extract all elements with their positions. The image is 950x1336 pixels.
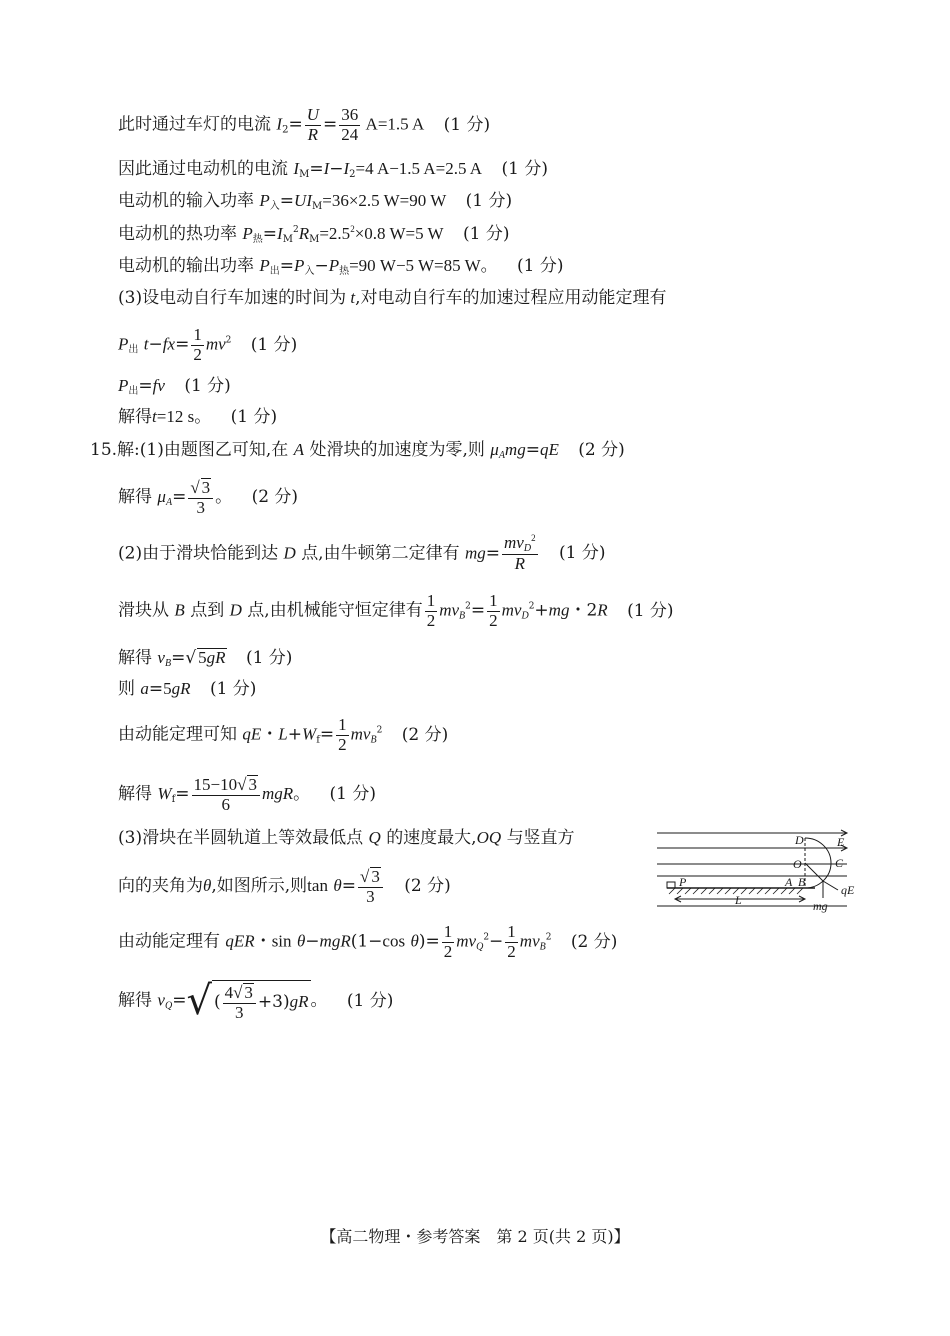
line-q15-part1: 15.解:(1)由题图乙可知,在 A 处滑块的加速度为零,则 $\mu_Amg=qE$ (2 分) [90, 440, 625, 461]
page-footer: 【高二物理・参考答案 第 2 页(共 2 页)】 [320, 1227, 630, 1246]
label-L: L [735, 893, 742, 907]
score: (1 分) [250, 334, 298, 355]
score: (1 分) [346, 990, 394, 1011]
line-heat-power: 电动机的热功率 $P_热=I_M^2R_M=2.5^2\times 0.8$ W=5 W (1 分) [118, 224, 510, 245]
line-part3-intro: (3)设电动自行车加速的时间为 t,对电动自行车的加速过程应用动能定理有 [118, 288, 667, 308]
track-diagram [655, 826, 865, 916]
label-qE: qE [841, 883, 855, 897]
score: (1 分) [443, 114, 491, 135]
text: 点,由牛顿第二定律有 [301, 543, 460, 564]
line-newton-second-law: (2)由于滑块恰能到达 D 点,由牛顿第二定律有 mg= $\frac{mv_D^2}{R}$ (1 分) [118, 533, 606, 573]
line-motor-current: 因此通过电动机的电流 $I_M=I-I_2=4$ A−1.5 A=2.5 A (1 分) [118, 159, 548, 180]
line-solve-wf: 解得 $W_f=$ $\frac{15-10√ 3}{6}$ mgR。 (1 分) [118, 775, 377, 814]
score: (1 分) [245, 648, 293, 668]
line-energy-q: 由动能定理有 qER・sin θ−mgR(1−cos θ)= $\frac{1}{2}$ $mv_Q^2-$ $\frac{1}{2}$ $mv_B^2$ (2 分) [118, 922, 618, 961]
score: (1 分) [465, 191, 513, 211]
label-C: C [835, 856, 844, 870]
text: 滑块从 [118, 600, 169, 621]
line-solve-t: 解得t=12 s。 (1 分) [118, 407, 278, 427]
line-solve-a: 则 a=5gR (1 分) [118, 679, 257, 699]
score: (2 分) [251, 487, 299, 508]
label-O: O [793, 857, 802, 871]
label-A: A [785, 875, 793, 889]
text: 解得 [118, 407, 152, 427]
text: 与竖直方 [506, 828, 575, 848]
score: (1 分) [517, 256, 564, 276]
score: (2 分) [401, 724, 449, 745]
text: 由动能定理有 [118, 931, 220, 952]
line-part3-max-speed: (3)滑块在半圆轨道上等效最低点 Q 的速度最大,OQ 与竖直方 [118, 828, 575, 848]
label-mg: mg [813, 899, 828, 913]
text: 解得 [118, 784, 152, 805]
line-solve-mu: 解得 $\mu_A=$ $\frac{√ 3}{3}$ 。 (2 分) [118, 478, 299, 517]
text: 向的夹角为 [118, 876, 203, 897]
text: 电动机的输入功率 [118, 191, 254, 211]
score: (1 分) [230, 407, 278, 427]
line-output-power: 电动机的输出功率 $P_出=P_入-P_热=90$ W−5 W=85 W。 (1 分) [118, 256, 564, 277]
label-B: B [798, 875, 806, 889]
text: 点,由机械能守恒定律有 [247, 600, 423, 621]
line-solve-vq: 解得 $v_Q=√$ ( $\frac{4√ 3}{3}$ +3)gR 。 (1 分) [118, 978, 394, 1025]
text: ,如图所示,则 [211, 876, 308, 897]
text: (3)设电动自行车加速的时间为 [118, 288, 347, 308]
text: ,对电动自行车的加速过程应用动能定理有 [355, 288, 667, 308]
line-input-power: 电动机的输入功率 $P_入=UI_M=36\times 2.5$ W=90 W (1 分) [118, 191, 513, 212]
line-lamp-current: 此时通过车灯的电流 $I_2=$ $\frac{U}{R}$ = $\frac{36}{24}$ A=1.5 A (1 分) [118, 105, 491, 144]
score: (1 分) [209, 679, 257, 699]
text: 此时通过车灯的电流 [118, 114, 271, 135]
line-solve-vb: 解得 $v_B=√$ 5gR (1 分) [118, 648, 293, 669]
text: 解得 [118, 487, 152, 508]
text: 解得 [118, 648, 152, 668]
label-P: P [679, 875, 687, 889]
label-E: E [837, 835, 845, 849]
text: 15.解:(1)由题图乙可知,在 [90, 440, 289, 460]
text: 电动机的输出功率 [118, 256, 254, 276]
score: (1 分) [184, 376, 231, 396]
score: (1 分) [627, 600, 674, 621]
text: 由动能定理可知 [118, 724, 237, 745]
label-D: D [795, 833, 804, 847]
score: (2 分) [578, 440, 625, 460]
line-energy-conservation: 滑块从 B 点到 D 点,由机械能守恒定律有 $\frac{1}{2}$ $mv_B^2=$ $\frac{1}{2}$ $mv_D^2+mg$・2R (1 分) [118, 591, 674, 630]
line-power-equation: $P_出=fv$ (1 分) [118, 376, 231, 397]
line-energy-theorem: $P_出$ t−fx= $\frac{1}{2}$ $mv^2$ (1 分) [118, 325, 298, 364]
text: 的速度最大, [386, 828, 477, 848]
score: (1 分) [559, 543, 606, 564]
text: (3)滑块在半圆轨道上等效最低点 [118, 828, 364, 848]
text: 则 [118, 679, 135, 699]
score: (1 分) [329, 784, 377, 805]
text: (2)由于滑块恰能到达 [118, 543, 279, 564]
score: (1 分) [501, 159, 548, 179]
text: 电动机的热功率 [118, 224, 237, 244]
text: 点到 [190, 600, 225, 621]
text: 解得 [118, 990, 152, 1011]
score: (2 分) [570, 931, 618, 952]
text: 处滑块的加速度为零,则 [309, 440, 485, 460]
text: 因此通过电动机的电流 [118, 159, 288, 179]
score: (2 分) [404, 876, 451, 897]
line-work-energy: 由动能定理可知 qE・$L+W_f=$ $\frac{1}{2}$ $mv_B^2$ (2 分) [118, 715, 449, 754]
score: (1 分) [463, 224, 510, 244]
line-tan-theta: 向的夹角为θ,如图所示,则tan θ= $\frac{√ 3}{3}$ (2 分) [118, 867, 451, 906]
